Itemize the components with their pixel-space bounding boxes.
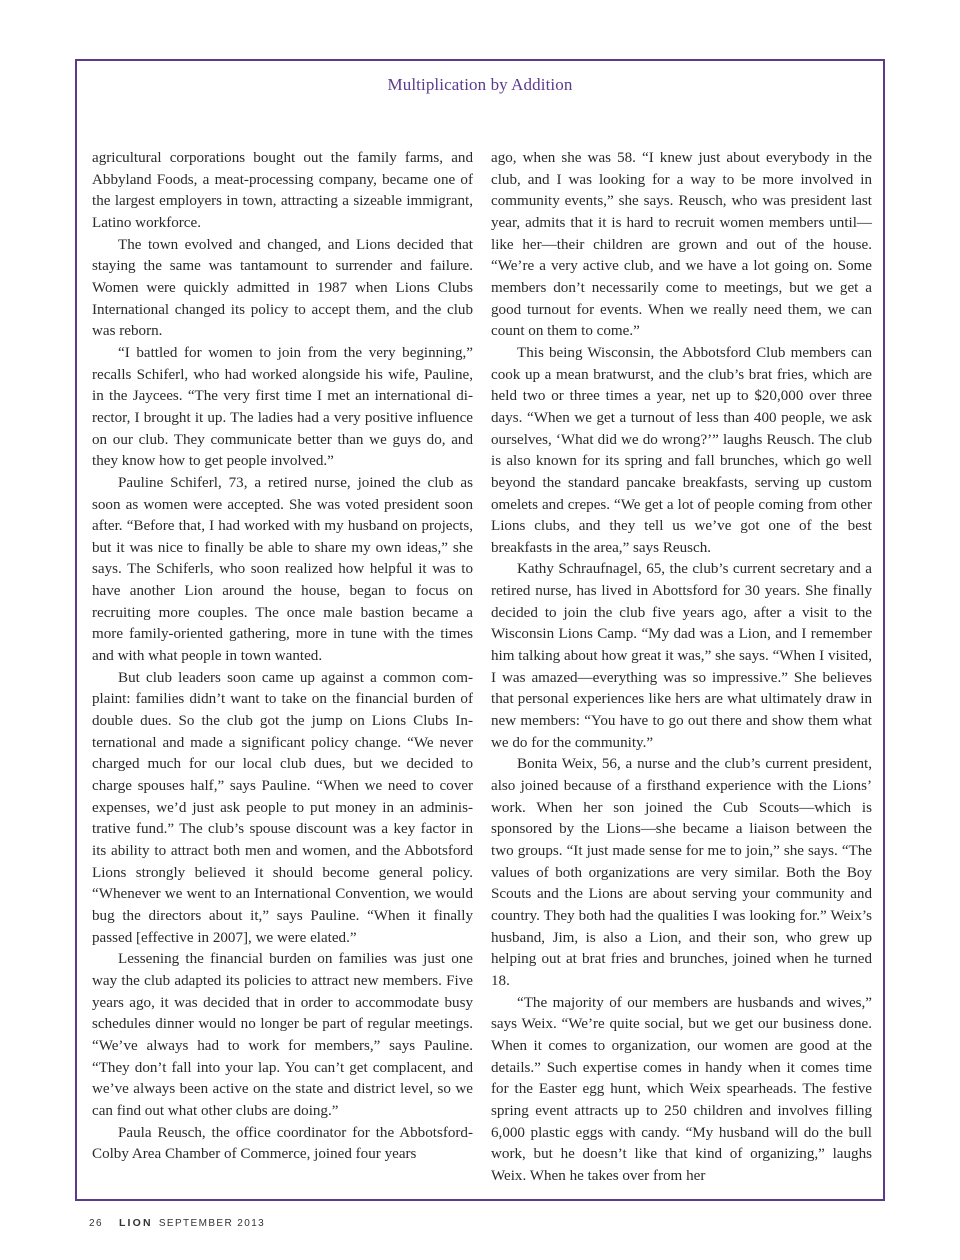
article-frame — [75, 59, 885, 1201]
paragraph: “The majority of our members are husbands and wives,” says Weix. “We’re quite social, but we get our business done. When it comes to organization, our women are good at the details.” Such expertise comes in handy when it comes time for the Easter egg hunt, which Weix spearheads. The festive spring event attracts up to 250 children and involves filling 6,000 plastic eggs with candy. “My husband will do the bull work, but he doesn’t like that kind of organizing,” laughs Weix. When he takes over from her — [491, 994, 872, 1184]
paragraph: “I battled for women to join from the very beginning,” recalls Schiferl, who had worked alongside his wife, Pauline, in the Jaycees. “The very first time I met an international director, I brought it up. The ladies had a very positive influence on our club. They communicate better than we guys do, and they know how to get people involved.” — [92, 344, 473, 470]
right-column — [491, 148, 872, 1188]
paragraph: But club leaders soon came up against a common complaint: families didn’t want to take on the financial burden of double dues. So the club got the jump on Lions Clubs International and made a significant policy change. “We never charged much for our local club dues, but we decided to charge spouses half,” says Pauline. “When we need to cover expenses, we’d just ask people to put money in an administrative fund.” The club’s spouse discount was a key factor in its ability to attract both men and women, and the Abbotsford Lions strongly believed it should become general policy. “Whenever we went to an International Convention, we would bug the directors about it,” says Pauline. “When it finally passed [effective in 2007], we were elated.” — [92, 669, 473, 946]
paragraph: Kathy Schraufnagel, 65, the club’s current secretary and a retired nurse, has lived in Abottsford for 30 years. She finally decided to join the club five years ago, after a visit to the Wisconsin Lions Camp. “My dad was a Lion, and I remember him talking about how great it was,” she says. “When I visited, I was amazed—everything was so impressive.” She believes that personal experiences like hers are what ultimately draw in new members: “You have to go out there and show them what we do for the community.” — [491, 561, 872, 751]
page-number: 26 — [89, 1218, 103, 1229]
left-column — [92, 148, 473, 1188]
article-body — [92, 148, 872, 1188]
page-footer — [89, 1217, 265, 1229]
paragraph: Pauline Schiferl, 73, a retired nurse, joined the club as soon as women were accepted. She was voted president soon after. “Before that, I had worked with my husband on projects, but it was nice to finally be able to share my own ideas,” she says. The Schiferls, who soon realized how helpful it was to have another Lion around the house, began to focus on recruiting more couples. The once male bastion became a more family-oriented gathering, more in tune with the times and with what people in town wanted. — [92, 474, 473, 665]
paragraph: ago, when she was 58. “I knew just about everybody in the club, and I was looking for a way to be more involved in community events,” she says. Reusch, who was president last year, admits that it is hard to recruit women members until—like her—their children are grown and out of the house. “We’re a very active club, and we have a lot going on. Some members don’t necessarily come to meetings, but we get a good turnout for events. When we really need them, we can count on them to come.” — [491, 150, 872, 340]
paragraph: Bonita Weix, 56, a nurse and the club’s current president, also joined because of a firsthand experience with the Lions’ work. When her son joined the Cub Scouts—which is sponsored by the Lions—she became a liaison between the two groups. “It just made sense for me to join,” she says. “The values of both organizations are very similar. Both the Boy Scouts and the Lions are about serving your community and country. They both had the qualities I was looking for.” Weix’s husband, Jim, is also a Lion, and their son, who grew up helping out at brat fries and brunches, joined when he turned 18. — [491, 756, 872, 989]
paragraph: Paula Reusch, the office coordinator for the Abbotsford-Colby Area Chamber of Commerce, joined four years — [92, 1124, 473, 1163]
magazine-name: LION — [118, 1217, 153, 1229]
paragraph: This being Wisconsin, the Abbotsford Club members can cook up a mean bratwurst, and the club’s brat fries, which are held two or three times a year, net up to $20,000 over three days. “When we get a turnout of less than 400 people, we ask ourselves, ‘What did we do wrong?’” laughs Reusch. The club is also known for its spring and fall brunches, which go well beyond the standard pancake breakfasts, serving up custom omelets and crepes. “We get a lot of people coming from other Lions clubs, and they tell us we’ve got one of the best breakfasts in the area,” says Reusch. — [491, 344, 872, 556]
paragraph: The town evolved and changed, and Lions decided that staying the same was tantamount to surrender and failure. Women were quickly admitted in 1987 when Lions Clubs International changed its policy to accept them, and the club was reborn. — [92, 236, 473, 340]
paragraph: agricultural corporations bought out the family farms, and Abbyland Foods, a meat-processing company, became one of the largest employers in town, attracting a sizeable immigrant, Latino workforce. — [92, 150, 473, 231]
issue-date: SEPTEMBER 2013 — [158, 1218, 266, 1229]
running-title: Multiplication by Addition — [387, 75, 573, 94]
paragraph: Lessening the financial burden on families was just one way the club adapted its policies to attract new members. Five years ago, it was decided that in order to accommodate busy schedules dinner would no longer be part of regular meetings. “We’ve always had to work for members,” says Pauline. “They don’t fall into your lap. You can’t get complacent, and we’ve always been active on the state and district level, so we can find out what other clubs are doing.” — [92, 951, 473, 1119]
